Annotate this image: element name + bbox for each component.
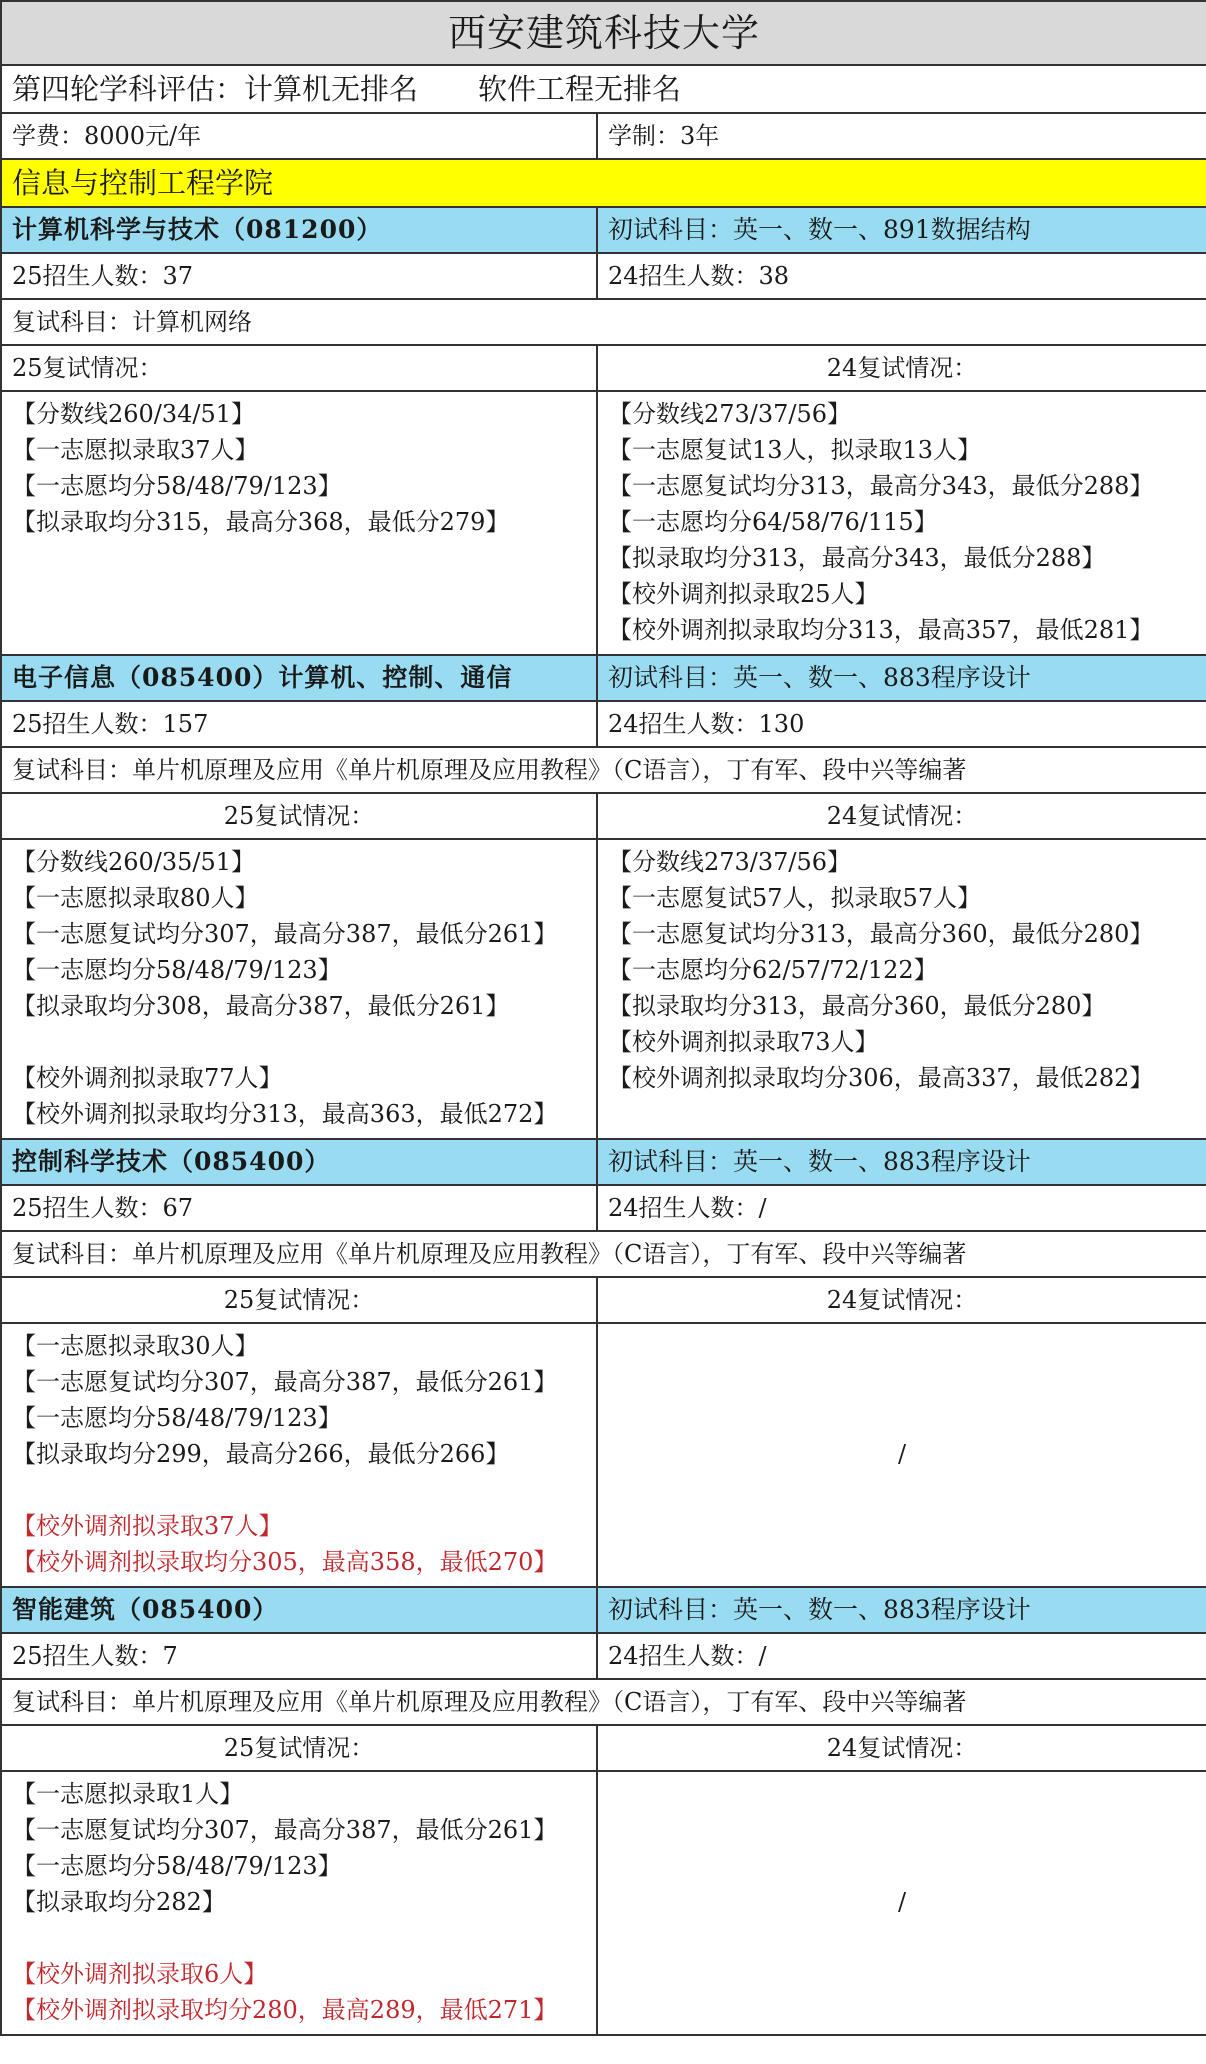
retest-2024-line: 【拟录取均分313，最高分360，最低分280】 xyxy=(608,992,1106,1020)
major-name: 智能建筑（085400） xyxy=(1,1587,597,1633)
retest-2024-line: 【一志愿复试57人，拟录取57人】 xyxy=(608,884,982,912)
retest-2025-line: 【分数线260/34/51】 xyxy=(12,400,256,428)
retest-2025-line: 【校外调剂拟录取均分305，最高358，最低270】 xyxy=(12,1548,558,1576)
retest-2024-line: 【校外调剂拟录取均分306，最高337，最低282】 xyxy=(608,1064,1154,1092)
retest-2025-details xyxy=(1,391,597,655)
retest-2024-line: 【一志愿均分64/58/76/115】 xyxy=(608,508,938,536)
retest-2025-header: 25复试情况： xyxy=(1,1725,597,1771)
retest-2025-details xyxy=(1,1323,597,1587)
retest-2025-details xyxy=(1,839,597,1139)
initial-exam-subjects: 初试科目：英一、数一、883程序设计 xyxy=(597,1139,1206,1185)
retest-2024-header: 24复试情况： xyxy=(597,793,1206,839)
retest-2025-line xyxy=(12,1472,586,1508)
retest-2025-line: 【校外调剂拟录取6人】 xyxy=(12,1960,268,1988)
evaluation-software: 软件工程无排名 xyxy=(478,72,682,106)
retest-2024-line: 【一志愿均分62/57/72/122】 xyxy=(608,956,938,984)
retest-2025-line: 【一志愿复试均分307，最高分387，最低分261】 xyxy=(12,1816,558,1844)
discipline-evaluation xyxy=(1,65,1206,113)
college-name: 信息与控制工程学院 xyxy=(1,159,1206,207)
major-name: 计算机科学与技术（081200） xyxy=(1,207,597,253)
retest-2025-line: 【一志愿均分58/48/79/123】 xyxy=(12,472,342,500)
duration-cell: 学制：3年 xyxy=(597,113,1206,159)
retest-2025-line xyxy=(12,1920,586,1956)
retest-2025-line: 【校外调剂拟录取均分313，最高363，最低272】 xyxy=(12,1100,558,1128)
retest-2024-empty: / xyxy=(597,1771,1206,2035)
retest-2025-line: 【拟录取均分299，最高分266，最低分266】 xyxy=(12,1440,510,1468)
retest-subjects: 复试科目：单片机原理及应用《单片机原理及应用教程》（C语言），丁有军、段中兴等编著 xyxy=(1,747,1206,793)
retest-2025-line: 【分数线260/35/51】 xyxy=(12,848,256,876)
initial-exam-subjects: 初试科目：英一、数一、883程序设计 xyxy=(597,655,1206,701)
evaluation-computer: 第四轮学科评估：计算机无排名 xyxy=(12,72,419,106)
retest-2025-details xyxy=(1,1771,597,2035)
retest-2024-line: 【校外调剂拟录取73人】 xyxy=(608,1028,879,1056)
retest-2025-header: 25复试情况： xyxy=(1,793,597,839)
retest-2025-line: 【校外调剂拟录取77人】 xyxy=(12,1064,283,1092)
university-title: 西安建筑科技大学 xyxy=(1,1,1206,65)
retest-2024-line: 【分数线273/37/56】 xyxy=(608,848,852,876)
retest-2025-line: 【校外调剂拟录取均分280，最高289，最低271】 xyxy=(12,1996,558,2024)
retest-2024-header: 24复试情况： xyxy=(597,1277,1206,1323)
enrollment-2025: 25招生人数：67 xyxy=(1,1185,597,1231)
retest-2025-line: 【一志愿均分58/48/79/123】 xyxy=(12,956,342,984)
retest-2025-line: 【一志愿均分58/48/79/123】 xyxy=(12,1852,342,1880)
initial-exam-subjects: 初试科目：英一、数一、891数据结构 xyxy=(597,207,1206,253)
retest-2025-line: 【一志愿均分58/48/79/123】 xyxy=(12,1404,342,1432)
retest-subjects: 复试科目：计算机网络 xyxy=(1,299,1206,345)
retest-subjects: 复试科目：单片机原理及应用《单片机原理及应用教程》（C语言），丁有军、段中兴等编著 xyxy=(1,1679,1206,1725)
retest-subjects: 复试科目：单片机原理及应用《单片机原理及应用教程》（C语言），丁有军、段中兴等编著 xyxy=(1,1231,1206,1277)
retest-2024-header: 24复试情况： xyxy=(597,1725,1206,1771)
tuition-cell: 学费：8000元/年 xyxy=(1,113,597,159)
enrollment-2025: 25招生人数：157 xyxy=(1,701,597,747)
retest-2025-line: 【拟录取均分282】 xyxy=(12,1888,226,1916)
retest-2025-line: 【一志愿复试均分307，最高分387，最低分261】 xyxy=(12,1368,558,1396)
retest-2025-line xyxy=(12,1024,586,1060)
retest-2025-header: 25复试情况： xyxy=(1,1277,597,1323)
retest-2024-details xyxy=(597,839,1206,1139)
major-name: 控制科学技术（085400） xyxy=(1,1139,597,1185)
retest-2025-line: 【一志愿拟录取30人】 xyxy=(12,1332,259,1360)
retest-2024-details xyxy=(597,391,1206,655)
retest-2024-line: 【一志愿复试13人，拟录取13人】 xyxy=(608,436,982,464)
retest-2024-header: 24复试情况： xyxy=(597,345,1206,391)
retest-2024-line: 【一志愿复试均分313，最高分343，最低分288】 xyxy=(608,472,1154,500)
retest-2024-line: 【校外调剂拟录取25人】 xyxy=(608,580,879,608)
retest-2024-line: 【一志愿复试均分313，最高分360，最低分280】 xyxy=(608,920,1154,948)
enrollment-2025: 25招生人数：37 xyxy=(1,253,597,299)
enrollment-2024: 24招生人数：/ xyxy=(597,1633,1206,1679)
retest-2024-empty: / xyxy=(597,1323,1206,1587)
retest-2025-line: 【拟录取均分308，最高分387，最低分261】 xyxy=(12,992,510,1020)
enrollment-2024: 24招生人数：38 xyxy=(597,253,1206,299)
retest-2025-line: 【一志愿拟录取1人】 xyxy=(12,1780,244,1808)
enrollment-2024: 24招生人数：130 xyxy=(597,701,1206,747)
retest-2025-header: 25复试情况： xyxy=(1,345,597,391)
enrollment-2024: 24招生人数：/ xyxy=(597,1185,1206,1231)
retest-2025-line: 【一志愿拟录取37人】 xyxy=(12,436,259,464)
major-name: 电子信息（085400）计算机、控制、通信 xyxy=(1,655,597,701)
retest-2024-line: 【校外调剂拟录取均分313，最高357，最低281】 xyxy=(608,616,1154,644)
retest-2024-line: 【拟录取均分313，最高分343，最低分288】 xyxy=(608,544,1106,572)
enrollment-2025: 25招生人数：7 xyxy=(1,1633,597,1679)
retest-2025-line: 【一志愿复试均分307，最高分387，最低分261】 xyxy=(12,920,558,948)
initial-exam-subjects: 初试科目：英一、数一、883程序设计 xyxy=(597,1587,1206,1633)
retest-2024-line: 【分数线273/37/56】 xyxy=(608,400,852,428)
retest-2025-line: 【一志愿拟录取80人】 xyxy=(12,884,259,912)
retest-2025-line: 【校外调剂拟录取37人】 xyxy=(12,1512,283,1540)
retest-2025-line: 【拟录取均分315，最高分368，最低分279】 xyxy=(12,508,510,536)
